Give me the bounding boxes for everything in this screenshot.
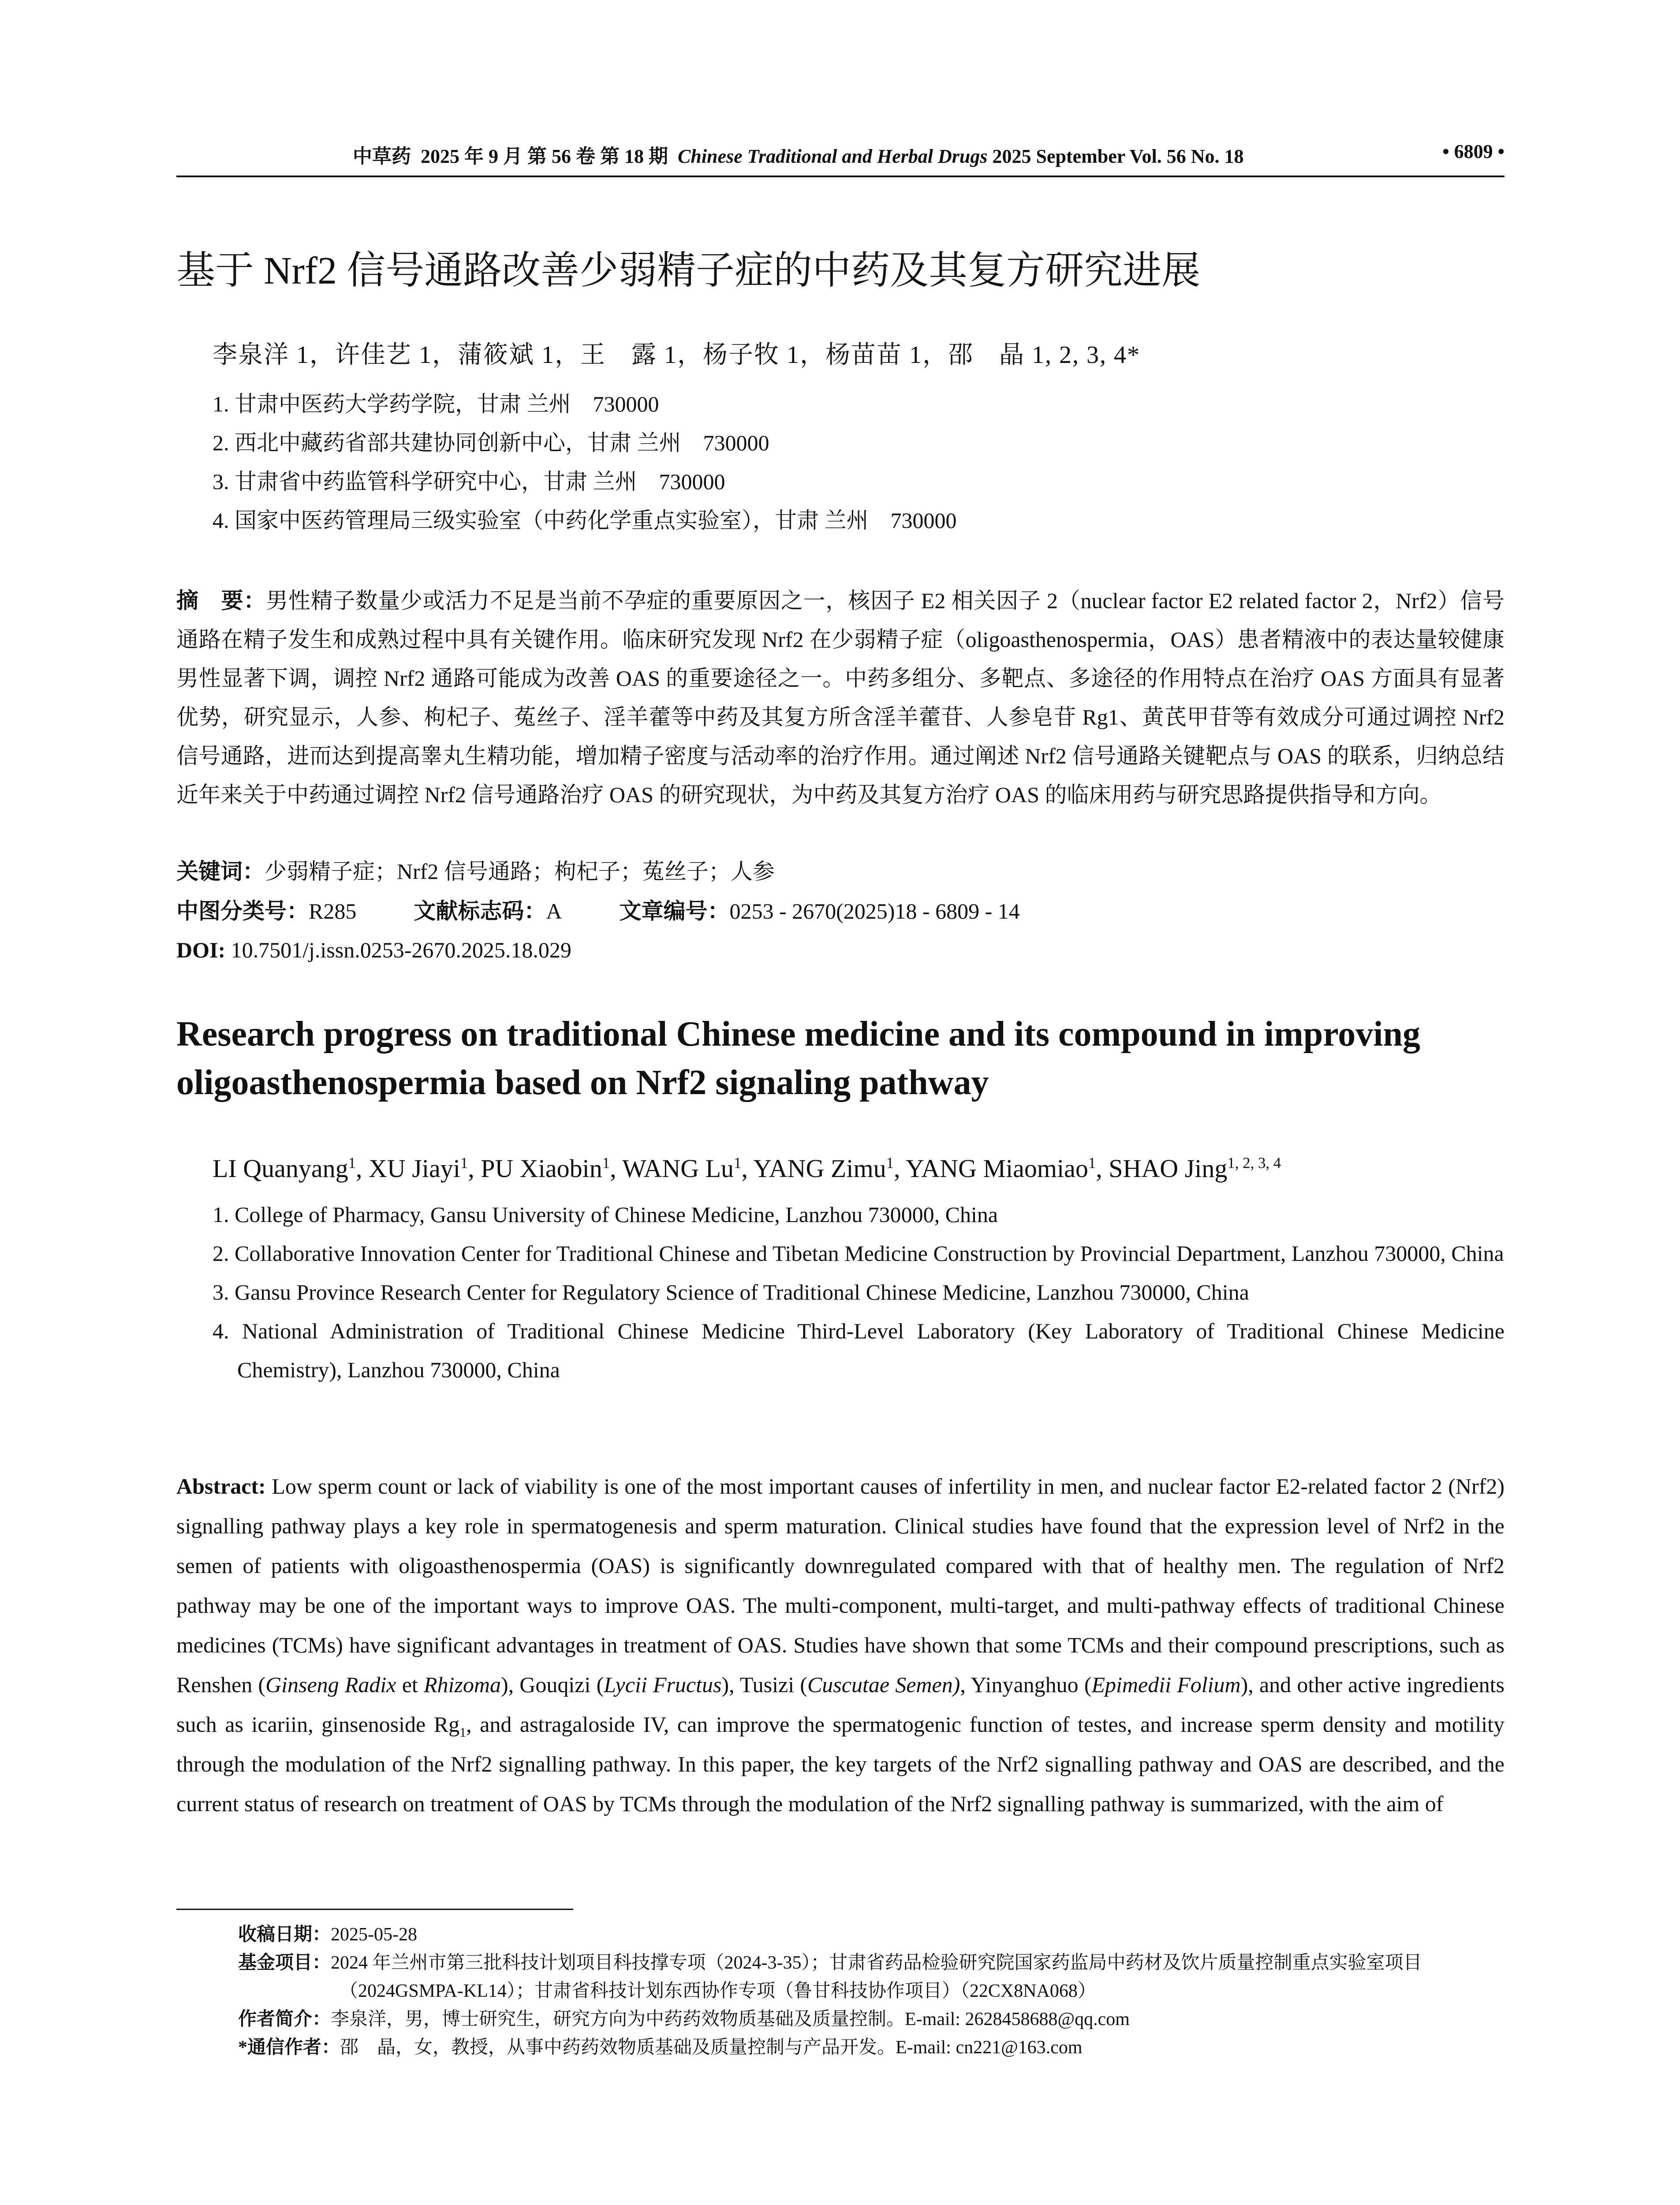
issue-en: 2025 September Vol. 56 No. 18 bbox=[992, 146, 1244, 167]
affiliation-cn: 2. 西北中藏药省部共建协同创新中心，甘肃 兰州 730000 bbox=[213, 430, 769, 455]
classification-line bbox=[176, 895, 1020, 927]
issue-cn: 2025 年 9 月 第 56 卷 第 18 期 bbox=[421, 146, 668, 167]
abstract-text-en: Low sperm count or lack of viability is one of the most important causes of infertility in men, and nuclear factor E2-related factor 2 (Nrf2) signalling pathway plays a key role in spermatogenesis and sperm maturation. Clinical studies have found that the expression level of Nrf2 in the semen of patients with oligoasthenospermia (OAS) is significantly downregulated compared with that of healthy men. The regulation of Nrf2 pathway may be one of the important ways to improve OAS. The multi-component, multi-target, and multi-pathway effects of traditional Chinese medicines (TCMs) have significant advantages in treatment of OAS. Studies have shown that some TCMs and their compound prescriptions, such as Renshen ( bbox=[176, 1474, 1505, 1697]
abstract-text-en: ), Tusizi ( bbox=[721, 1672, 807, 1697]
subscript: 1 bbox=[459, 1725, 467, 1740]
author-name: SHAO Jing bbox=[1109, 1154, 1228, 1183]
keywords-text: 少弱精子症；Nrf2 信号通路；枸杞子；菟丝子；人参 bbox=[265, 859, 775, 884]
latin-name: Epimedii Folium bbox=[1091, 1672, 1241, 1697]
author-affiliation-mark: 1 bbox=[348, 1154, 356, 1172]
footnote-text: 2025-05-28 bbox=[331, 1925, 417, 1945]
doi-label: DOI: bbox=[176, 938, 226, 962]
affiliation-cn: 1. 甘肃中医药大学药学院，甘肃 兰州 730000 bbox=[213, 392, 659, 416]
author-affiliation-mark: 1 bbox=[1088, 1154, 1096, 1172]
affiliations-cn bbox=[213, 385, 957, 540]
abstract-en bbox=[176, 1466, 1505, 1824]
abstract-text-en: , Yinyanghuo ( bbox=[960, 1672, 1092, 1697]
abstract-text-en: , and astragaloside IV, can improve the spermatogenic function of testes, and increase sperm density and motility through the modulation of the Nrf2 signalling pathway. In this paper, the key targets of the Nrf2 signalling pathway and OAS are described, and the current status of research on treatment of OAS by TCMs through the modulation of the Nrf2 signalling pathway is summarized, with the aim of bbox=[176, 1712, 1505, 1816]
author-name: WANG Lu bbox=[622, 1154, 734, 1183]
footnote-author-bio bbox=[238, 2005, 1505, 2033]
author-affiliation-mark: 1, 2, 3, 4 bbox=[1227, 1154, 1281, 1172]
keywords-cn bbox=[176, 856, 775, 887]
footnote-label: 基金项目： bbox=[238, 1953, 331, 1973]
article-title-cn: 基于 Nrf2 信号通路改善少弱精子症的中药及其复方研究进展 bbox=[176, 250, 1201, 292]
author-name: PU Xiaobin bbox=[481, 1154, 602, 1183]
page-number: • 6809 • bbox=[1442, 141, 1505, 162]
footnote-text: 2024 年兰州市第三批科技计划项目科技撑专项（2024-3-35）；甘肃省药品检验研究院国家药监局中药材及饮片质量控制重点实验室项目（2024GSMPA-KL14）；甘肃省科技计划东西协作专项（鲁甘科技协作项目）（22CX8NA068） bbox=[331, 1953, 1422, 2001]
abstract-text-en: et bbox=[396, 1672, 424, 1697]
doi-line bbox=[176, 934, 571, 966]
doc-code-label: 文献标志码： bbox=[414, 899, 546, 923]
footnote-received bbox=[238, 1921, 1505, 1949]
affiliation-cn: 3. 甘肃省中药监管科学研究中心，甘肃 兰州 730000 bbox=[213, 469, 725, 494]
footnotes bbox=[238, 1921, 1505, 2062]
abstract-cn bbox=[176, 581, 1505, 814]
affiliation-cn: 4. 国家中医药管理局三级实验室（中药化学重点实验室），甘肃 兰州 730000 bbox=[213, 508, 957, 533]
article-number-label: 文章编号： bbox=[619, 899, 730, 923]
article-number-value: 0253 - 2670(2025)18 - 6809 - 14 bbox=[729, 899, 1020, 923]
author-name: LI Quanyang bbox=[213, 1154, 348, 1183]
footnote-corresponding-author bbox=[238, 2033, 1505, 2062]
author-affiliation-mark: 1 bbox=[734, 1154, 742, 1172]
latin-name: Cuscutae Semen) bbox=[807, 1672, 960, 1697]
author-list-cn: 李泉洋 1，许佳艺 1，蒲筱斌 1，王 露 1，杨子牧 1，杨苗苗 1，邵 晶 1, 2, 3, 4* bbox=[213, 341, 1140, 369]
journal-issue-line bbox=[353, 140, 1243, 168]
latin-name: Rhizoma bbox=[423, 1672, 501, 1697]
doi-link[interactable]: 10.7501/j.issn.0253-2670.2025.18.029 bbox=[231, 938, 571, 962]
running-header bbox=[176, 140, 1505, 176]
affiliations-en bbox=[213, 1195, 1505, 1389]
header-rule bbox=[176, 176, 1505, 177]
abstract-text-en: ), Gouqizi ( bbox=[500, 1672, 604, 1697]
affiliation-en: 3. Gansu Province Research Center for Regulatory Science of Traditional Chinese Medicine, Lanzhou 730000, China bbox=[213, 1280, 1249, 1304]
abstract-label-en: Abstract: bbox=[176, 1474, 266, 1499]
footnote-label: 作者简介： bbox=[238, 2009, 331, 2029]
footnote-label: *通信作者： bbox=[238, 2037, 340, 2058]
journal-name-cn: 中草药 bbox=[353, 146, 411, 167]
article-title-en: Research progress on traditional Chinese medicine and its compound in improving oligoasthenospermia based on Nrf2 signaling pathway bbox=[176, 1015, 1421, 1102]
author-name: YANG Zimu bbox=[753, 1154, 886, 1183]
footnote-label: 收稿日期： bbox=[238, 1925, 331, 1945]
affiliation-en: 4. National Administration of Traditional Chinese Medicine Third-Level Laboratory (Key Laboratory of Traditional Chinese Medicine Chemistry), Lanzhou 730000, China bbox=[213, 1319, 1505, 1382]
footnote-text: 李泉洋，男，博士研究生，研究方向为中药药效物质基础及质量控制。E-mail: 2628458688@qq.com bbox=[331, 2009, 1130, 2029]
author-affiliation-mark: 1 bbox=[460, 1154, 468, 1172]
abstract-text-en: ), and other active ingredients such as icariin, ginsenoside Rg bbox=[176, 1672, 1505, 1737]
author-name: XU Jiayi bbox=[369, 1154, 460, 1183]
clc-value: R285 bbox=[309, 899, 357, 923]
doc-code-value: A bbox=[546, 899, 562, 923]
author-name: YANG Miaomiao bbox=[905, 1154, 1088, 1183]
clc-label: 中图分类号： bbox=[176, 899, 309, 923]
journal-name-en: Chinese Traditional and Herbal Drugs bbox=[678, 146, 988, 167]
affiliation-en: 1. College of Pharmacy, Gansu University of Chinese Medicine, Lanzhou 730000, China bbox=[213, 1202, 998, 1227]
footnote-text: 邵 晶，女，教授，从事中药药效物质基础及质量控制与产品开发。E-mail: cn221@163.com bbox=[340, 2037, 1083, 2058]
abstract-text-cn: 男性精子数量少或活力不足是当前不孕症的重要原因之一，核因子 E2 相关因子 2（nuclear factor E2 related factor 2，Nrf2）信号通路在精子发生和成熟过程中具有关键作用。临床研究发现 Nrf2 在少弱精子症（oligoasthenospermia，OAS）患者精液中的表达量较健康男性显著下调，调控 Nrf2 通路可能成为改善 OAS 的重要途径之一。中药多组分、多靶点、多途径的作用特点在治疗 OAS 方面具有显著优势，研究显示，人参、枸杞子、菟丝子、淫羊藿等中药及其复方所含淫羊藿苷、人参皂苷 Rg1、黄芪甲苷等有效成分可通过调控 Nrf2 信号通路，进而达到提高睾丸生精功能，增加精子密度与活动率的治疗作用。通过阐述 Nrf2 信号通路关键靶点与 OAS 的联系，归纳总结近年来关于中药通过调控 Nrf2 信号通路治疗 OAS 的研究现状，为中药及其复方治疗 OAS 的临床用药与研究思路提供指导和方向。 bbox=[176, 588, 1505, 807]
author-list-en: LI Quanyang$^1$, XU Jiayi$^1$, PU Xiaobin$^1$, WANG Lu$^1$, YANG Zimu$^1$, YANG Miaomiao$^1$, SHAO Jing$^{1, 2, 3, 4}$ bbox=[213, 1154, 1281, 1183]
latin-name: Lycii Fructus bbox=[604, 1672, 722, 1697]
author-affiliation-mark: 1 bbox=[602, 1154, 610, 1172]
footnote-rule bbox=[176, 1909, 573, 1910]
affiliation-en: 2. Collaborative Innovation Center for Traditional Chinese and Tibetan Medicine Construction by Provincial Department, Lanzhou 730000, China bbox=[213, 1241, 1504, 1266]
abstract-label-cn: 摘 要： bbox=[176, 588, 266, 613]
footnote-funding bbox=[238, 1949, 1505, 2005]
keywords-label: 关键词： bbox=[176, 859, 265, 884]
author-affiliation-mark: 1 bbox=[886, 1154, 894, 1172]
latin-name: Ginseng Radix bbox=[265, 1672, 396, 1697]
